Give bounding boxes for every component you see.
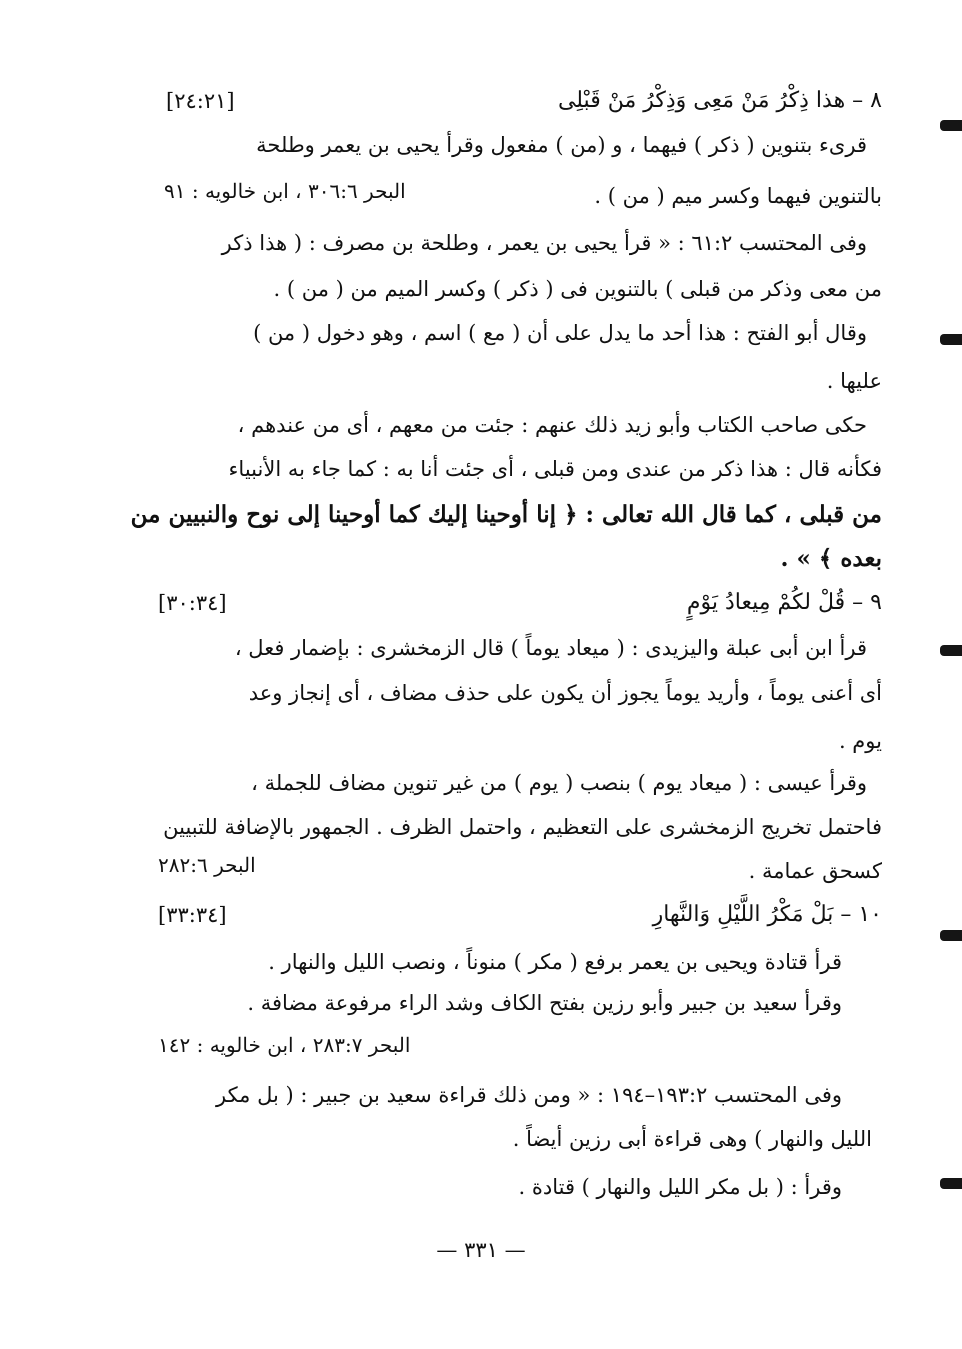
entry-8-line-8: فكأنه قال : هذا ذكر من عندى ومن قبلى ، أى جئت أنا به : كما جاء به الأنبياء	[228, 457, 882, 481]
margin-mark	[940, 930, 962, 941]
entry-10-line-2: وقرأ سعيد بن جبير وأبو رزين بفتح الكاف وشد الراء مرفوعة مضافة .	[247, 991, 842, 1015]
entry-9-reference: [٣٠:٣٤]	[158, 591, 227, 615]
entry-9-line-5: فاحتمل تخريج الزمخشرى على التعظيم ، واحتمل الظرف . الجمهور بالإضافة للتبيين	[163, 815, 882, 839]
margin-mark	[940, 334, 962, 345]
entry-9-line-1: قرأ ابن أبى عبلة واليزيدى : ( ميعاد يوماً ) قال الزمخشرى : بإضمار فعل ،	[234, 636, 867, 660]
entry-8-line-10: بعده ﴾ » .	[780, 545, 882, 572]
entry-9-heading: ٩ – قُلْ لكُمْ مِيعادُ يَوْمٍ	[686, 590, 882, 615]
entry-8-line-4: من معى وذكر من قبلى ) بالتنوين فى ( ذكر ) وكسر الميم من ( من ) .	[273, 277, 882, 301]
margin-mark	[940, 1178, 962, 1189]
entry-8-line-7: حكى صاحب الكتاب وأبو زيد ذلك عنهم : جئت من معهم ، أى من عندهم ،	[237, 413, 867, 437]
entry-10-heading: ١٠ – بَلْ مَكْرُ اللَّيْلِ وَالنَّهارِ	[652, 902, 882, 927]
margin-mark	[940, 645, 962, 656]
entry-9-line-2: أى أعنى يوماً ، وأريد يوماً يجوز أن يكون على حذف مضاف ، أى إنجاز وعد	[248, 681, 882, 705]
entry-10-line-4: الليل والنهار ) وهى قراءة أبى رزين أيضاً .	[512, 1127, 872, 1151]
entry-10-line-1: قرأ قتادة ويحيى بن يعمر برفع ( مكر ) منوناً ، ونصب الليل والنهار .	[268, 950, 842, 974]
entry-8-line-3: وفى المحتسب ٦١:٢ : « قرأ يحيى بن يعمر ، وطلحة بن مصرف : ( هذا ذكر	[221, 231, 867, 255]
entry-9-line-3: يوم .	[838, 729, 882, 753]
entry-10-line-3: وفى المحتسب ١٩٣:٢–١٩٤ : « ومن ذلك قراءة سعيد بن جبير : ( بل مكر	[216, 1083, 842, 1107]
page-number: — ٣٣١ —	[436, 1238, 526, 1262]
entry-9-line-6: كسحق عمامة .	[748, 859, 882, 883]
entry-8-line-5: وقال أبو الفتح : هذا أحد ما يدل على أن ( مع ) اسم ، وهو دخول ( من )	[253, 321, 867, 345]
entry-8-line-2: بالتنوين فيهما وكسر ميم ( من ) .	[594, 184, 882, 208]
entry-10-source: البحر ٢٨٣:٧ ، ابن خالويه : ١٤٢	[158, 1033, 411, 1057]
entry-10-reference: [٣٣:٣٤]	[158, 903, 227, 927]
entry-9-line-4: وقرأ عيسى : ( ميعاد يوم ) بنصب ( يوم ) من غير تنوين مضاف للجملة ،	[251, 771, 867, 795]
margin-mark	[940, 120, 962, 131]
entry-8-source: البحر ٣٠٦:٦ ، ابن خالويه : ٩١	[164, 179, 406, 203]
entry-8-line-6: عليها .	[826, 369, 882, 393]
entry-9-source: البحر ٢٨٢:٦	[158, 853, 256, 877]
entry-8-heading: ٨ – هذا ذِكْرُ مَنْ مَعِى وَذِكْرُ مَنْ قَبْلِى	[557, 88, 882, 113]
entry-8-reference: [٢٤:٢١]	[166, 89, 235, 113]
entry-8-line-1: قرىء بتنوين ( ذكر ) فيهما ، و (من ) مفعول وقرأ يحيى بن يعمر وطلحة	[256, 133, 867, 157]
entry-10-line-5: وقرأ : ( بل مكر الليل والنهار ) قتادة .	[518, 1175, 842, 1199]
entry-8-line-9: من قبلى ، كما قال الله تعالى : ﴿ إنا أوحينا إليك كما أوحينا إلى نوح والنبيين من	[130, 501, 882, 528]
